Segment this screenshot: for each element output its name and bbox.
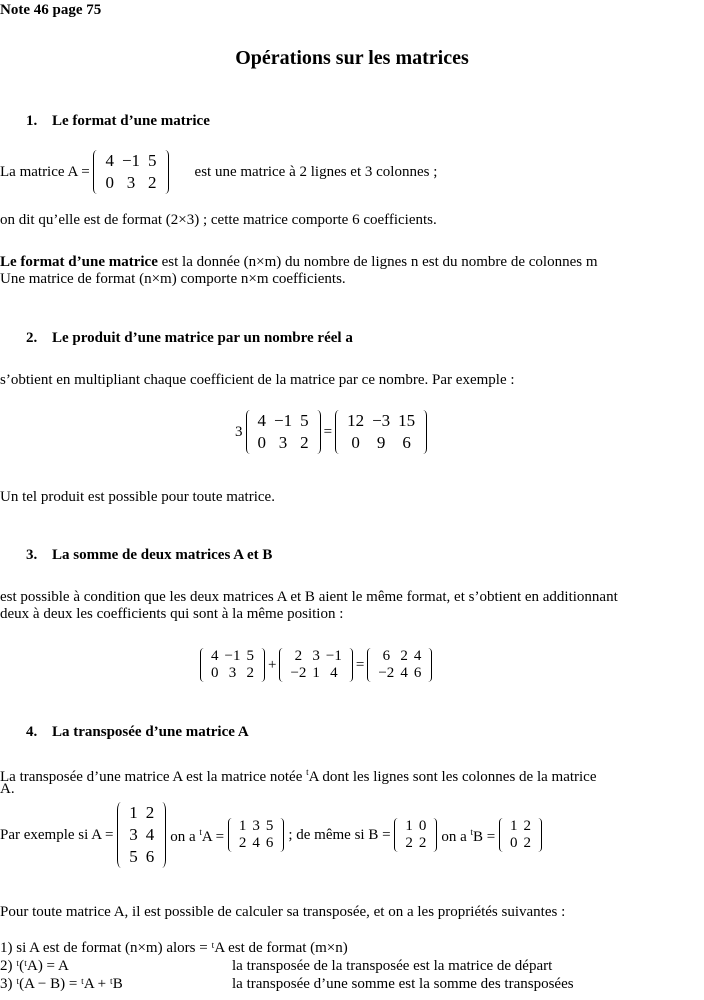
page-title: Opérations sur les matrices	[235, 47, 469, 69]
section-title: Le produit d’une matrice par un nombre réel a	[52, 330, 353, 346]
matrix-coefficient: 2	[405, 835, 413, 851]
left-parenthesis	[367, 648, 375, 682]
matrix-coefficient: 1	[129, 803, 138, 822]
on-a-label	[170, 824, 224, 846]
right-parenthesis	[534, 818, 542, 852]
section-title: Le format d’une matrice	[52, 113, 210, 129]
matrix-A	[200, 648, 265, 682]
matrix-coefficient: 5	[265, 818, 274, 834]
right-parenthesis	[276, 818, 284, 852]
matrix-coefficient: 2	[400, 648, 408, 664]
property-2: 2) ᵗ(ᵗA) = A	[0, 958, 69, 974]
transpose-text-line2: A.	[0, 781, 15, 797]
right-parenthesis	[345, 648, 353, 682]
property-2-explanation: la transposée de la transposée est la matrice de départ	[232, 958, 553, 974]
matrix-coefficient: 2	[246, 665, 254, 681]
transpose-superscript: t	[306, 767, 309, 777]
matrix-coefficient: 4	[145, 825, 155, 844]
matrix-coefficient: 4	[400, 665, 408, 681]
matrix-coefficient: 0	[509, 835, 518, 851]
matrix-coefficient: 2	[523, 818, 531, 834]
matrix-coefficient: 2	[145, 803, 155, 822]
format-example	[0, 150, 437, 194]
example-mid: ; de même si B =	[288, 826, 391, 843]
right-parenthesis	[424, 648, 432, 682]
text-part: A dont les lignes sont les colonnes de la matrice	[308, 769, 597, 785]
page-note: Note 46 page 75	[0, 2, 102, 18]
left-parenthesis	[93, 150, 101, 194]
equals-sign: =	[323, 423, 333, 440]
matrix-A	[93, 150, 168, 194]
format-line2: on dit qu’elle est de format (2×3) ; cette matrice comporte 6 coefficients.	[0, 212, 437, 228]
matrix-coefficient: 2	[418, 835, 427, 851]
equals-sign: =	[355, 656, 365, 673]
result-matrix	[367, 648, 432, 682]
section-1-heading	[26, 113, 210, 130]
matrix-coefficient: 4	[252, 835, 260, 851]
matrix-coefficient: 3	[278, 433, 288, 452]
product-example	[232, 410, 427, 454]
matrix-coefficient: 1	[405, 818, 413, 834]
matrix-coefficient: 2	[148, 173, 157, 192]
text-part: on a	[441, 829, 471, 845]
matrix-coefficient: 2	[523, 835, 531, 851]
matrix-B	[279, 648, 352, 682]
plus-sign: +	[267, 656, 277, 673]
matrix-coefficient: −2	[378, 665, 395, 681]
matrix-coefficient: −1	[274, 411, 293, 430]
matrix-coefficient: 6	[382, 648, 391, 664]
text-part: on a	[170, 829, 200, 845]
matrix-coefficient: 5	[129, 847, 138, 866]
format-definition	[0, 254, 597, 271]
matrix-tB	[499, 818, 542, 852]
matrix-coefficient: 12	[347, 411, 365, 430]
matrix-coefficient: −1	[325, 648, 342, 664]
matrix-coefficient: 3	[126, 173, 136, 192]
transpose-text-line1	[0, 764, 597, 786]
definition-term: Le format d’une matrice	[0, 254, 158, 270]
matrix-coefficient: 3	[129, 825, 138, 844]
matrix-B	[394, 818, 437, 852]
matrix-coefficient: 0	[105, 173, 114, 192]
section-title: La transposée d’une matrice A	[52, 724, 249, 740]
property-3: 3) ᵗ(A − B) = ᵗA + ᵗB	[0, 976, 123, 992]
left-parenthesis	[228, 818, 236, 852]
matrix-coefficient: 9	[376, 433, 386, 452]
text-part: B =	[473, 829, 496, 845]
scalar: 3	[235, 423, 243, 440]
section-number: 2.	[26, 330, 38, 346]
text-part: A =	[201, 829, 225, 845]
matrix-tA	[228, 818, 285, 852]
property-1: 1) si A est de format (n×m) alors = ᵗA est de format (m×n)	[0, 940, 348, 956]
example-prefix: Par exemple si A =	[0, 826, 114, 843]
right-parenthesis	[313, 410, 321, 454]
section-3-heading	[26, 547, 272, 564]
matrix-coefficient: 3	[228, 665, 237, 681]
matrix-coefficient: −1	[224, 648, 241, 664]
text-part: La transposée d’une matrice A est la matrice notée	[0, 769, 307, 785]
section-title: La somme de deux matrices A et B	[52, 547, 273, 563]
matrix-coefficient: 2	[294, 648, 303, 664]
matrix-coefficient: 1	[238, 818, 247, 834]
matrix-coefficient: 5	[148, 151, 157, 170]
matrix-coefficient: 2	[238, 835, 247, 851]
matrix-coefficient: 5	[246, 648, 254, 664]
matrix-coefficient: −2	[290, 665, 307, 681]
right-parenthesis	[429, 818, 437, 852]
matrix-A	[117, 802, 166, 868]
section-number: 1.	[26, 113, 38, 129]
section-2-heading	[26, 330, 353, 347]
section-number: 3.	[26, 547, 38, 563]
properties-intro: Pour toute matrice A, il est possible de calculer sa transposée, et on a les propriétés suivantes :	[0, 904, 566, 920]
sum-example	[200, 648, 432, 682]
sum-text-line1: est possible à condition que les deux matrices A et B aient le même format, et s’obtient en additionnant	[0, 589, 618, 605]
transpose-superscript: t	[470, 827, 473, 837]
matrix-coefficient: 4	[105, 151, 114, 170]
matrix	[246, 410, 321, 454]
matrix-coefficient: 3	[252, 818, 260, 834]
format-definition-line2: Une matrice de format (n×m) comporte n×m coefficients.	[0, 271, 346, 287]
matrix-coefficient: −3	[372, 411, 391, 430]
matrix-coefficient: 6	[402, 433, 411, 452]
matrix-coefficient: 3	[312, 648, 320, 664]
example-prefix: La matrice A =	[0, 163, 90, 180]
left-parenthesis	[499, 818, 507, 852]
right-parenthesis	[158, 802, 166, 868]
matrix-coefficient: 0	[211, 665, 219, 681]
matrix-coefficient: 6	[413, 665, 422, 681]
section-number: 4.	[26, 724, 38, 740]
transpose-example	[0, 802, 542, 868]
matrix-coefficient: −1	[121, 151, 141, 170]
transpose-superscript: t	[199, 827, 202, 837]
sum-text-line2: deux à deux les coefficients qui sont à la même position :	[0, 606, 344, 622]
matrix-coefficient: 4	[330, 665, 338, 681]
left-parenthesis	[200, 648, 208, 682]
matrix-coefficient: 4	[413, 648, 422, 664]
matrix-coefficient: 6	[145, 847, 155, 866]
matrix-coefficient: 5	[300, 411, 309, 430]
matrix-coefficient: 1	[509, 818, 518, 834]
matrix-coefficient: 2	[300, 433, 309, 452]
left-parenthesis	[394, 818, 402, 852]
matrix-coefficient: 0	[418, 818, 427, 834]
definition-text: est la donnée (n×m) du nombre de lignes n est du nombre de colonnes m	[157, 254, 598, 270]
matrix-coefficient: 15	[398, 411, 416, 430]
left-parenthesis	[117, 802, 125, 868]
matrix-coefficient: 6	[265, 835, 274, 851]
matrix-coefficient: 0	[351, 433, 360, 452]
right-parenthesis	[257, 648, 265, 682]
matrix-coefficient: 0	[257, 433, 266, 452]
matrix-coefficient: 4	[257, 411, 266, 430]
left-parenthesis	[279, 648, 287, 682]
product-text: s’obtient en multipliant chaque coefficient de la matrice par ce nombre. Par exemple :	[0, 372, 515, 388]
example-suffix: est une matrice à 2 lignes et 3 colonnes ;	[194, 163, 438, 180]
property-3-explanation: la transposée d’une somme est la somme des transposées	[232, 976, 574, 992]
section-4-heading	[26, 724, 249, 741]
matrix-coefficient: 4	[211, 648, 219, 664]
result-matrix	[335, 410, 427, 454]
right-parenthesis	[419, 410, 427, 454]
product-conclusion: Un tel produit est possible pour toute matrice.	[0, 489, 275, 505]
left-parenthesis	[335, 410, 343, 454]
matrix-coefficient: 1	[312, 665, 320, 681]
on-a-label	[441, 824, 495, 846]
left-parenthesis	[246, 410, 254, 454]
right-parenthesis	[161, 150, 169, 194]
